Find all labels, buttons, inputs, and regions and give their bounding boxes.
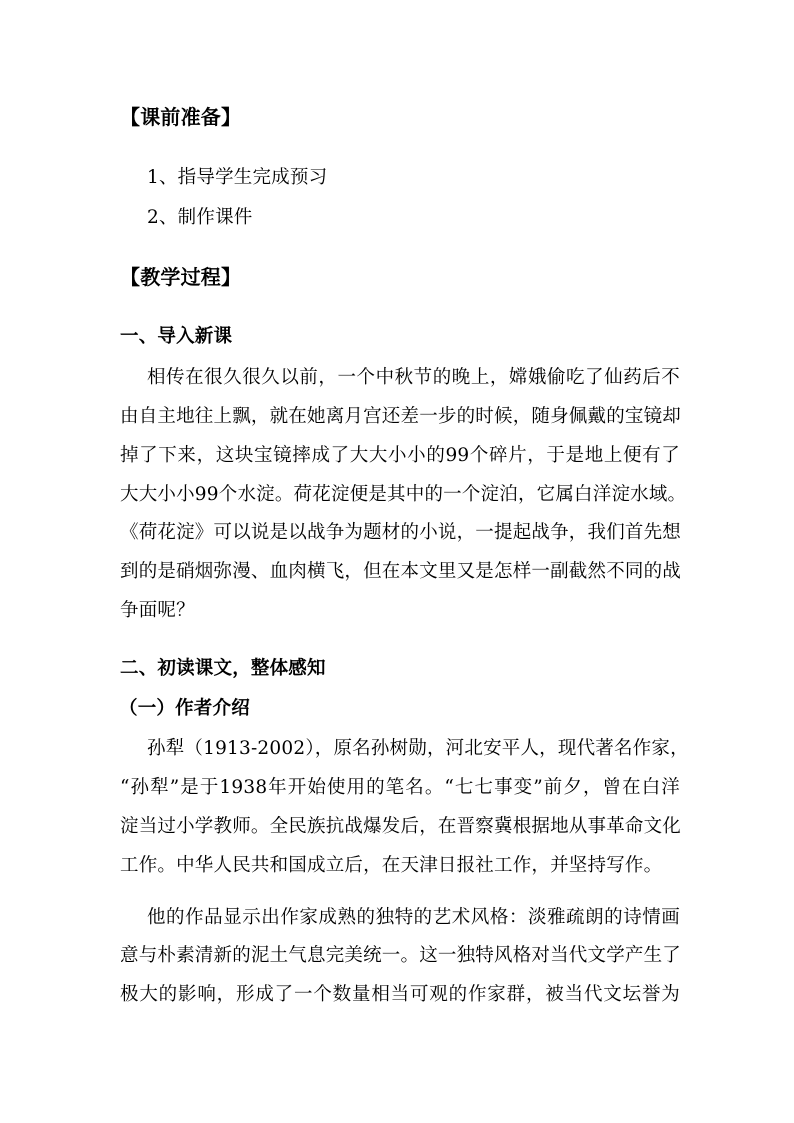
part1-line-7: 争面呢？ xyxy=(120,600,195,621)
part1-line-1: 相传在很久很久以前，一个中秋节的晚上，嫦娥偷吃了仙药后不 xyxy=(147,367,680,388)
part1-line-3: 掉了下来，这块宝镜摔成了大大小小的99个碎片，于是地上便有了 xyxy=(120,445,680,466)
part1-line-5: 《荷花淀》可以说是以战争为题材的小说，一提起战争，我们首先想 xyxy=(120,522,682,543)
author-intro-heading: （一）作者介绍 xyxy=(119,698,250,719)
author-para2-line-1: 他的作品显示出作家成熟的独特的艺术风格：淡雅疏朗的诗情画 xyxy=(147,907,680,928)
part1-line-4: 大大小小99个水淀。荷花淀便是其中的一个淀泊，它属白洋淀水域。 xyxy=(120,484,687,505)
author-para1-line-4: 工作。中华人民共和国成立后，在天津日报社工作，并坚持写作。 xyxy=(120,855,663,876)
part2-heading: 二、初读课文，整体感知 xyxy=(120,658,326,679)
part1-line-2: 由自主地往上飘，就在她离月宫还差一步的时候，随身佩戴的宝镜却 xyxy=(120,406,682,427)
prep-item-1: 1、指导学生完成预习 xyxy=(147,167,328,188)
author-para1-line-2: “孙犁”是于1938年开始使用的笔名。“七七事变”前夕，曾在白洋 xyxy=(120,777,680,798)
author-para2-line-3: 极大的影响，形成了一个数量相当可观的作家群，被当代文坛誉为 xyxy=(120,984,680,1005)
section-title-prep: 【课前准备】 xyxy=(120,105,242,129)
prep-item-2: 2、制作课件 xyxy=(147,207,253,228)
author-para2-line-2: 意与朴素清新的泥土气息完美统一。这一独特风格对当代文学产生了 xyxy=(120,945,682,966)
author-para1-line-1: 孙犁（1913-2002），原名孙树勋，河北安平人，现代著名作家， xyxy=(147,738,689,759)
author-para1-line-3: 淀当过小学教师。全民族抗战爆发后，在晋察冀根据地从事革命文化 xyxy=(120,816,682,837)
part1-line-6: 到的是硝烟弥漫、血肉横飞，但在本文里又是怎样一副截然不同的战 xyxy=(120,561,682,582)
part1-heading: 一、导入新课 xyxy=(120,326,233,347)
section-title-process: 【教学过程】 xyxy=(120,265,242,289)
